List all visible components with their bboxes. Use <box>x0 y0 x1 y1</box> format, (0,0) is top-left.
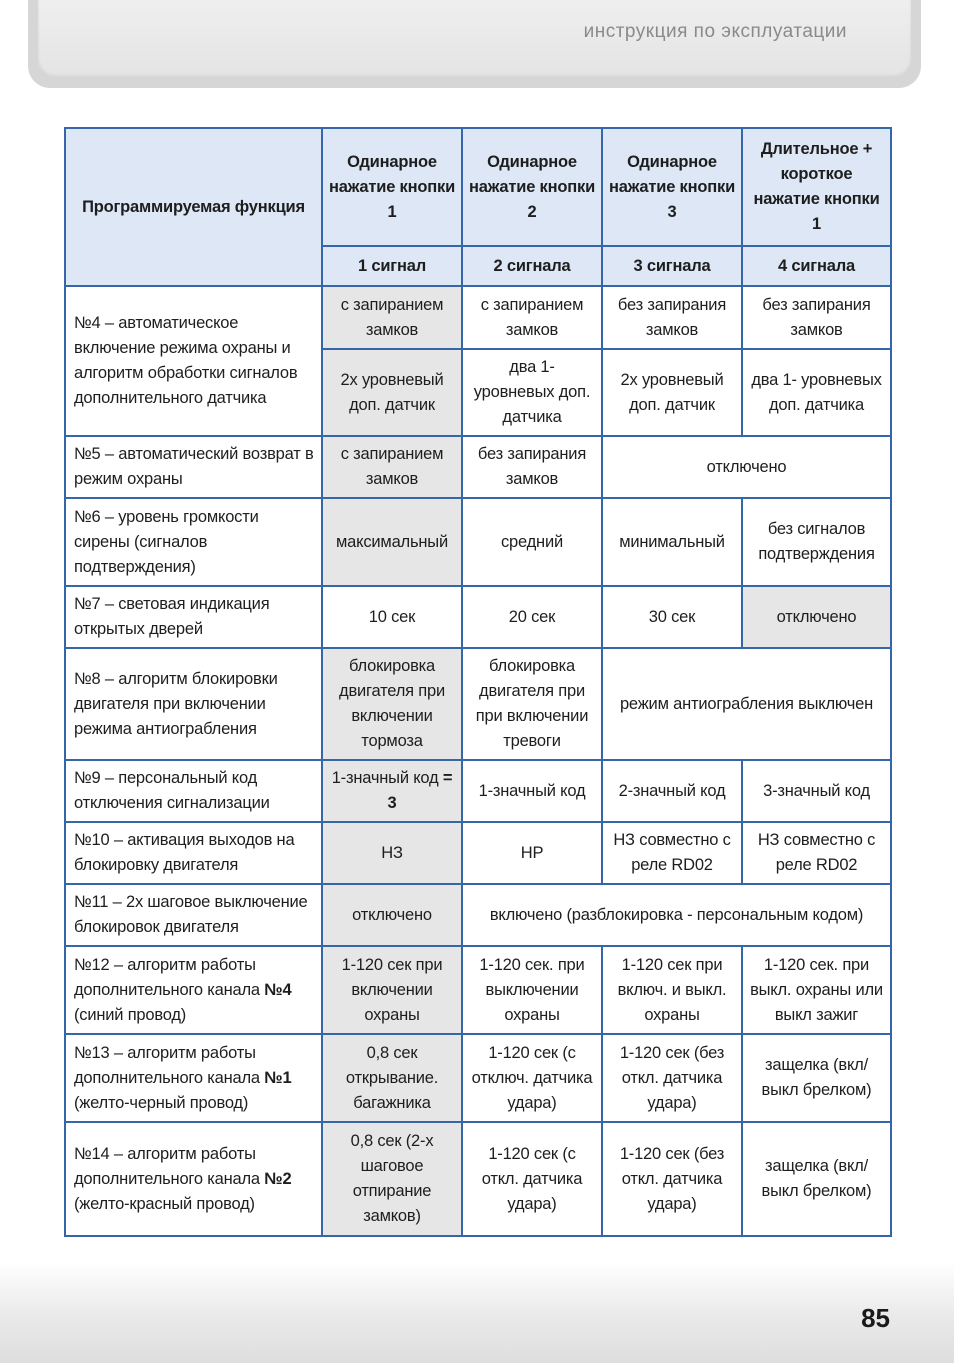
page-number: 85 <box>861 1303 890 1333</box>
header-title: инструкция по эксплуатации <box>583 21 847 42</box>
function-text: №12 – алгоритм работы дополнительного канала <box>74 955 265 999</box>
table-row <box>65 946 891 1034</box>
function-text: (синий провод) <box>74 1005 187 1024</box>
value-cell: 1-120 сек. при выключении охраны <box>462 946 602 1034</box>
value-cell: 2х уровневый доп. датчик <box>602 349 742 436</box>
channel-number: №4 <box>264 980 292 999</box>
value-cell: с запиранием замков <box>322 286 462 349</box>
value-cell: отключено <box>322 884 462 946</box>
footer-band <box>0 1262 954 1363</box>
function-cell <box>65 1122 322 1236</box>
header-col-3: Одинарное нажатие кнопки 3 <box>602 128 742 246</box>
value-cell: 0,8 сек (2-х шаговое отпирание замков) <box>322 1122 462 1236</box>
function-text: №14 – алгоритм работы дополнительного канала <box>74 1144 265 1188</box>
header-signal-4: 4 сигнала <box>742 246 891 286</box>
value-cell: 20 сек <box>462 586 602 648</box>
value-cell: без сигналов подтверждения <box>742 498 891 586</box>
table-row <box>65 884 891 946</box>
value-cell: НЗ совместно с реле RD02 <box>602 822 742 884</box>
header-function: Программируемая функция <box>65 128 322 286</box>
value-cell: отключено <box>742 586 891 648</box>
value-cell: НЗ <box>322 822 462 884</box>
function-cell: №9 – персональный код отключения сигнализации <box>65 760 322 822</box>
value-cell: 1-120 сек при включении охраны <box>322 946 462 1034</box>
value-cell: минимальный <box>602 498 742 586</box>
table-row <box>65 436 891 498</box>
value-cell: включено (разблокировка - персональным кодом) <box>462 884 891 946</box>
value-cell <box>322 760 462 822</box>
value-cell: 1-значный код <box>462 760 602 822</box>
function-cell: №7 – световая индикация открытых дверей <box>65 586 322 648</box>
value-cell: 3-значный код <box>742 760 891 822</box>
value-cell: 2х уровневый доп. датчик <box>322 349 462 436</box>
function-text: (желто-черный провод) <box>74 1093 249 1112</box>
value-cell: 30 сек <box>602 586 742 648</box>
channel-number: №1 <box>264 1068 292 1087</box>
value-cell: без запирания замков <box>742 286 891 349</box>
header-signal-2: 2 сигнала <box>462 246 602 286</box>
table-row <box>65 286 891 349</box>
value-cell: режим антиограбления выключен <box>602 648 891 760</box>
value-cell: 1-120 сек (без откл. датчика удара) <box>602 1034 742 1122</box>
function-cell <box>65 946 322 1034</box>
table-row <box>65 822 891 884</box>
function-text: (желто-красный провод) <box>74 1194 255 1213</box>
value-cell: 10 сек <box>322 586 462 648</box>
value-cell: два 1- уровневых доп. датчика <box>462 349 602 436</box>
header-col-1: Одинарное нажатие кнопки 1 <box>322 128 462 246</box>
function-cell: №11 – 2х шаговое выключение блокировок двигателя <box>65 884 322 946</box>
header-bar <box>38 0 911 78</box>
programming-table <box>64 127 892 1237</box>
value-cell: два 1- уровневых доп. датчика <box>742 349 891 436</box>
value-cell: максимальный <box>322 498 462 586</box>
table-row <box>65 586 891 648</box>
table-row <box>65 1034 891 1122</box>
function-cell: №4 – автоматическое включение режима охраны и алгоритм обработки сигналов дополнительного датчика <box>65 286 322 436</box>
header-signal-1: 1 сигнал <box>322 246 462 286</box>
value-cell: защелка (вкл/выкл брелком) <box>742 1122 891 1236</box>
value-cell: средний <box>462 498 602 586</box>
value-cell: защелка (вкл/выкл брелком) <box>742 1034 891 1122</box>
header-signal-3: 3 сигнала <box>602 246 742 286</box>
function-text: №13 – алгоритм работы дополнительного канала <box>74 1043 265 1087</box>
value-symbol: = <box>442 769 453 787</box>
header-col-2: Одинарное нажатие кнопки 2 <box>462 128 602 246</box>
function-cell: №5 – автоматический возврат в режим охраны <box>65 436 322 498</box>
value-cell: НР <box>462 822 602 884</box>
value-cell: без запирания замков <box>602 286 742 349</box>
value-cell: 1-120 сек (без откл. датчика удара) <box>602 1122 742 1236</box>
value-cell: с запиранием замков <box>322 436 462 498</box>
table-row <box>65 760 891 822</box>
function-cell: №8 – алгоритм блокировки двигателя при включении режима антиограбления <box>65 648 322 760</box>
value-cell: НЗ совместно с реле RD02 <box>742 822 891 884</box>
value-cell: отключено <box>602 436 891 498</box>
value-cell: 1-120 сек при включ. и выкл. охраны <box>602 946 742 1034</box>
table-row <box>65 648 891 760</box>
value-cell: блокировка двигателя при при включении тревоги <box>462 648 602 760</box>
value-cell: без запирания замков <box>462 436 602 498</box>
value-cell: 1-120 сек. при выкл. охраны или выкл зажиг <box>742 946 891 1034</box>
value-text: 1-значный код <box>331 769 439 787</box>
table-row <box>65 1122 891 1236</box>
value-highlight: 3 <box>387 794 397 812</box>
value-cell: 2-значный код <box>602 760 742 822</box>
value-cell: 1-120 сек (с откл. датчика удара) <box>462 1122 602 1236</box>
table-row <box>65 498 891 586</box>
value-cell: 0,8 сек открывание. багажника <box>322 1034 462 1122</box>
table-header-row <box>65 128 891 246</box>
function-cell: №6 – уровень громкости сирены (сигналов подтверждения) <box>65 498 322 586</box>
function-cell <box>65 1034 322 1122</box>
header-col-4: Длительное + короткое нажатие кнопки 1 <box>742 128 891 246</box>
function-cell: №10 – активация выходов на блокировку двигателя <box>65 822 322 884</box>
value-cell: с запиранием замков <box>462 286 602 349</box>
value-cell: блокировка двигателя при включении тормоза <box>322 648 462 760</box>
value-cell: 1-120 сек (с отключ. датчика удара) <box>462 1034 602 1122</box>
channel-number: №2 <box>264 1169 292 1188</box>
